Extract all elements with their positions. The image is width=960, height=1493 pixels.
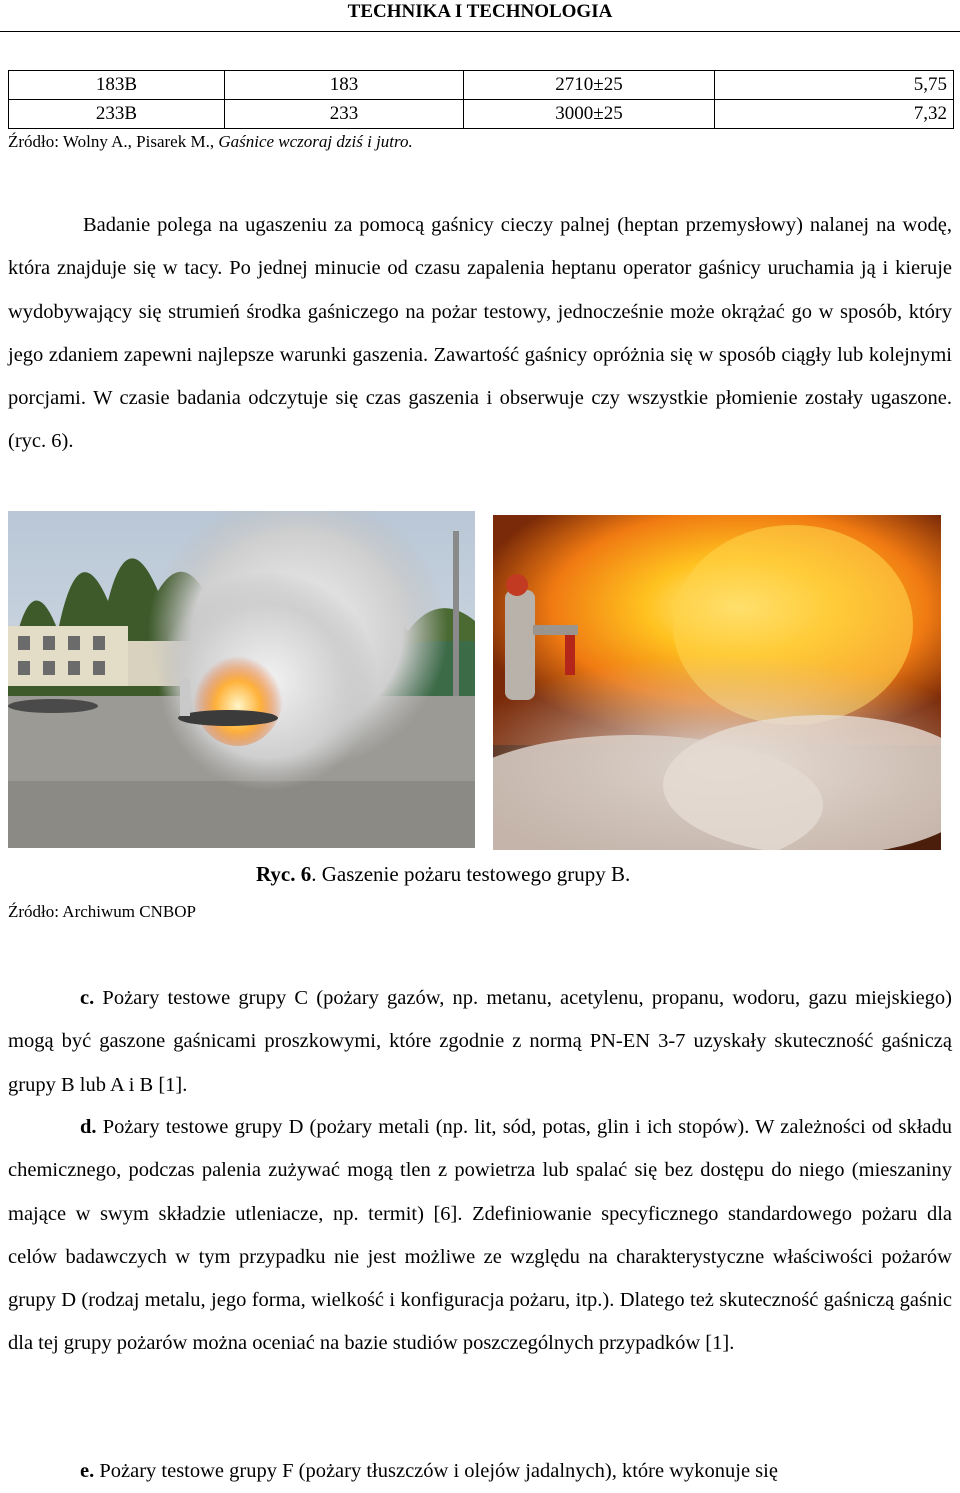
table-row [9, 100, 954, 129]
table-cell: 233B [9, 100, 225, 129]
table-source [8, 132, 413, 152]
extinguisher-table [8, 70, 954, 129]
table-cell: 5,75 [715, 71, 954, 100]
figure-caption [256, 862, 630, 887]
paragraph-group-c-text: Pożary testowe grupy C (pożary gazów, np. metanu, acetylenu, propanu, wodoru, gazu miejskiego) mogą być gaszone gaśnicami proszkowymi, które zgodnie z normą PN-EN 3-7 uzyskały skuteczność gaśniczą grupy B lub A i B [1]. [8, 987, 952, 1096]
table-cell: 7,32 [715, 100, 954, 129]
table-cell: 233 [225, 100, 464, 129]
paragraph-group-e-text: Pożary testowe grupy F (pożary tłuszczów i olejów jadalnych), które wykonuje się [94, 1460, 778, 1482]
figure-caption-text: . Gaszenie pożaru testowego grupy B. [311, 862, 631, 886]
paragraph-group-d [8, 1106, 952, 1366]
table-cell: 183 [225, 71, 464, 100]
paragraph-test-description: Badanie polega na ugaszeniu za pomocą gaśnicy cieczy palnej (heptan przemysłowy) nalanej na wodę, która znajduje się w tacy. Po jednej minucie od czasu zapalenia heptanu operator gaśnicy uruchamia ją i kieruje wydobywający się strumień środka gaśniczego na pożar testowy, jednocześnie może okrążać go w sposób, który jego zdaniem zapewni najlepsze warunki gaszenia. Zawartość gaśnicy opróżnia się w sposób ciągły lub kolejnymi porcjami. W czasie badania odczytuje się czas gaszenia i obserwuje czy wszystkie płomienie zostały ugaszone. (ryc. 6). [8, 214, 952, 453]
table-row [9, 71, 954, 100]
table-cell: 3000±25 [464, 100, 715, 129]
figure-label: Ryc. 6 [256, 862, 312, 886]
list-marker-d: d. [80, 1116, 97, 1138]
paragraph-group-d-text: Pożary testowe grupy D (pożary metali (np. lit, sód, potas, glin i ich stopów). W zależności od składu chemicznego, podczas palenia zużywać mogą tlen z powietrza lub spalać się bez dostępu do niego (mieszaniny mające w swym składzie utleniacze, np. termit) [6]. Zdefiniowanie specyficznego standardowego pożaru dla celów badawczych w tym przypadku nie jest możliwe ze względu na charakterystyczne właściwości pożarów grupy D (rodzaj metalu, jego forma, wielkość i konfiguracja pożaru, itp.). Dlatego też skuteczność gaśniczą gaśnic dla tej grupy pożarów można oceniać na bazie studiów poszczególnych przypadków [1]. [8, 1116, 952, 1355]
table-cell: 183B [9, 71, 225, 100]
running-header: TECHNIKA I TECHNOLOGIA [0, 0, 960, 32]
figure-source: Źródło: Archiwum CNBOP [8, 902, 196, 921]
table-source-title: Gaśnice wczoraj dziś i jutro. [218, 132, 413, 151]
photo-outdoor-fire-test [8, 511, 475, 848]
list-marker-c: c. [80, 987, 95, 1009]
table-cell: 2710±25 [464, 71, 715, 100]
photo-extinguishing-close-up [493, 515, 941, 850]
table-source-prefix: Źródło: Wolny A., Pisarek M., [8, 132, 219, 151]
list-marker-e: e. [80, 1460, 95, 1482]
paragraph-group-c [8, 977, 952, 1107]
paragraph-group-e [8, 1450, 952, 1493]
